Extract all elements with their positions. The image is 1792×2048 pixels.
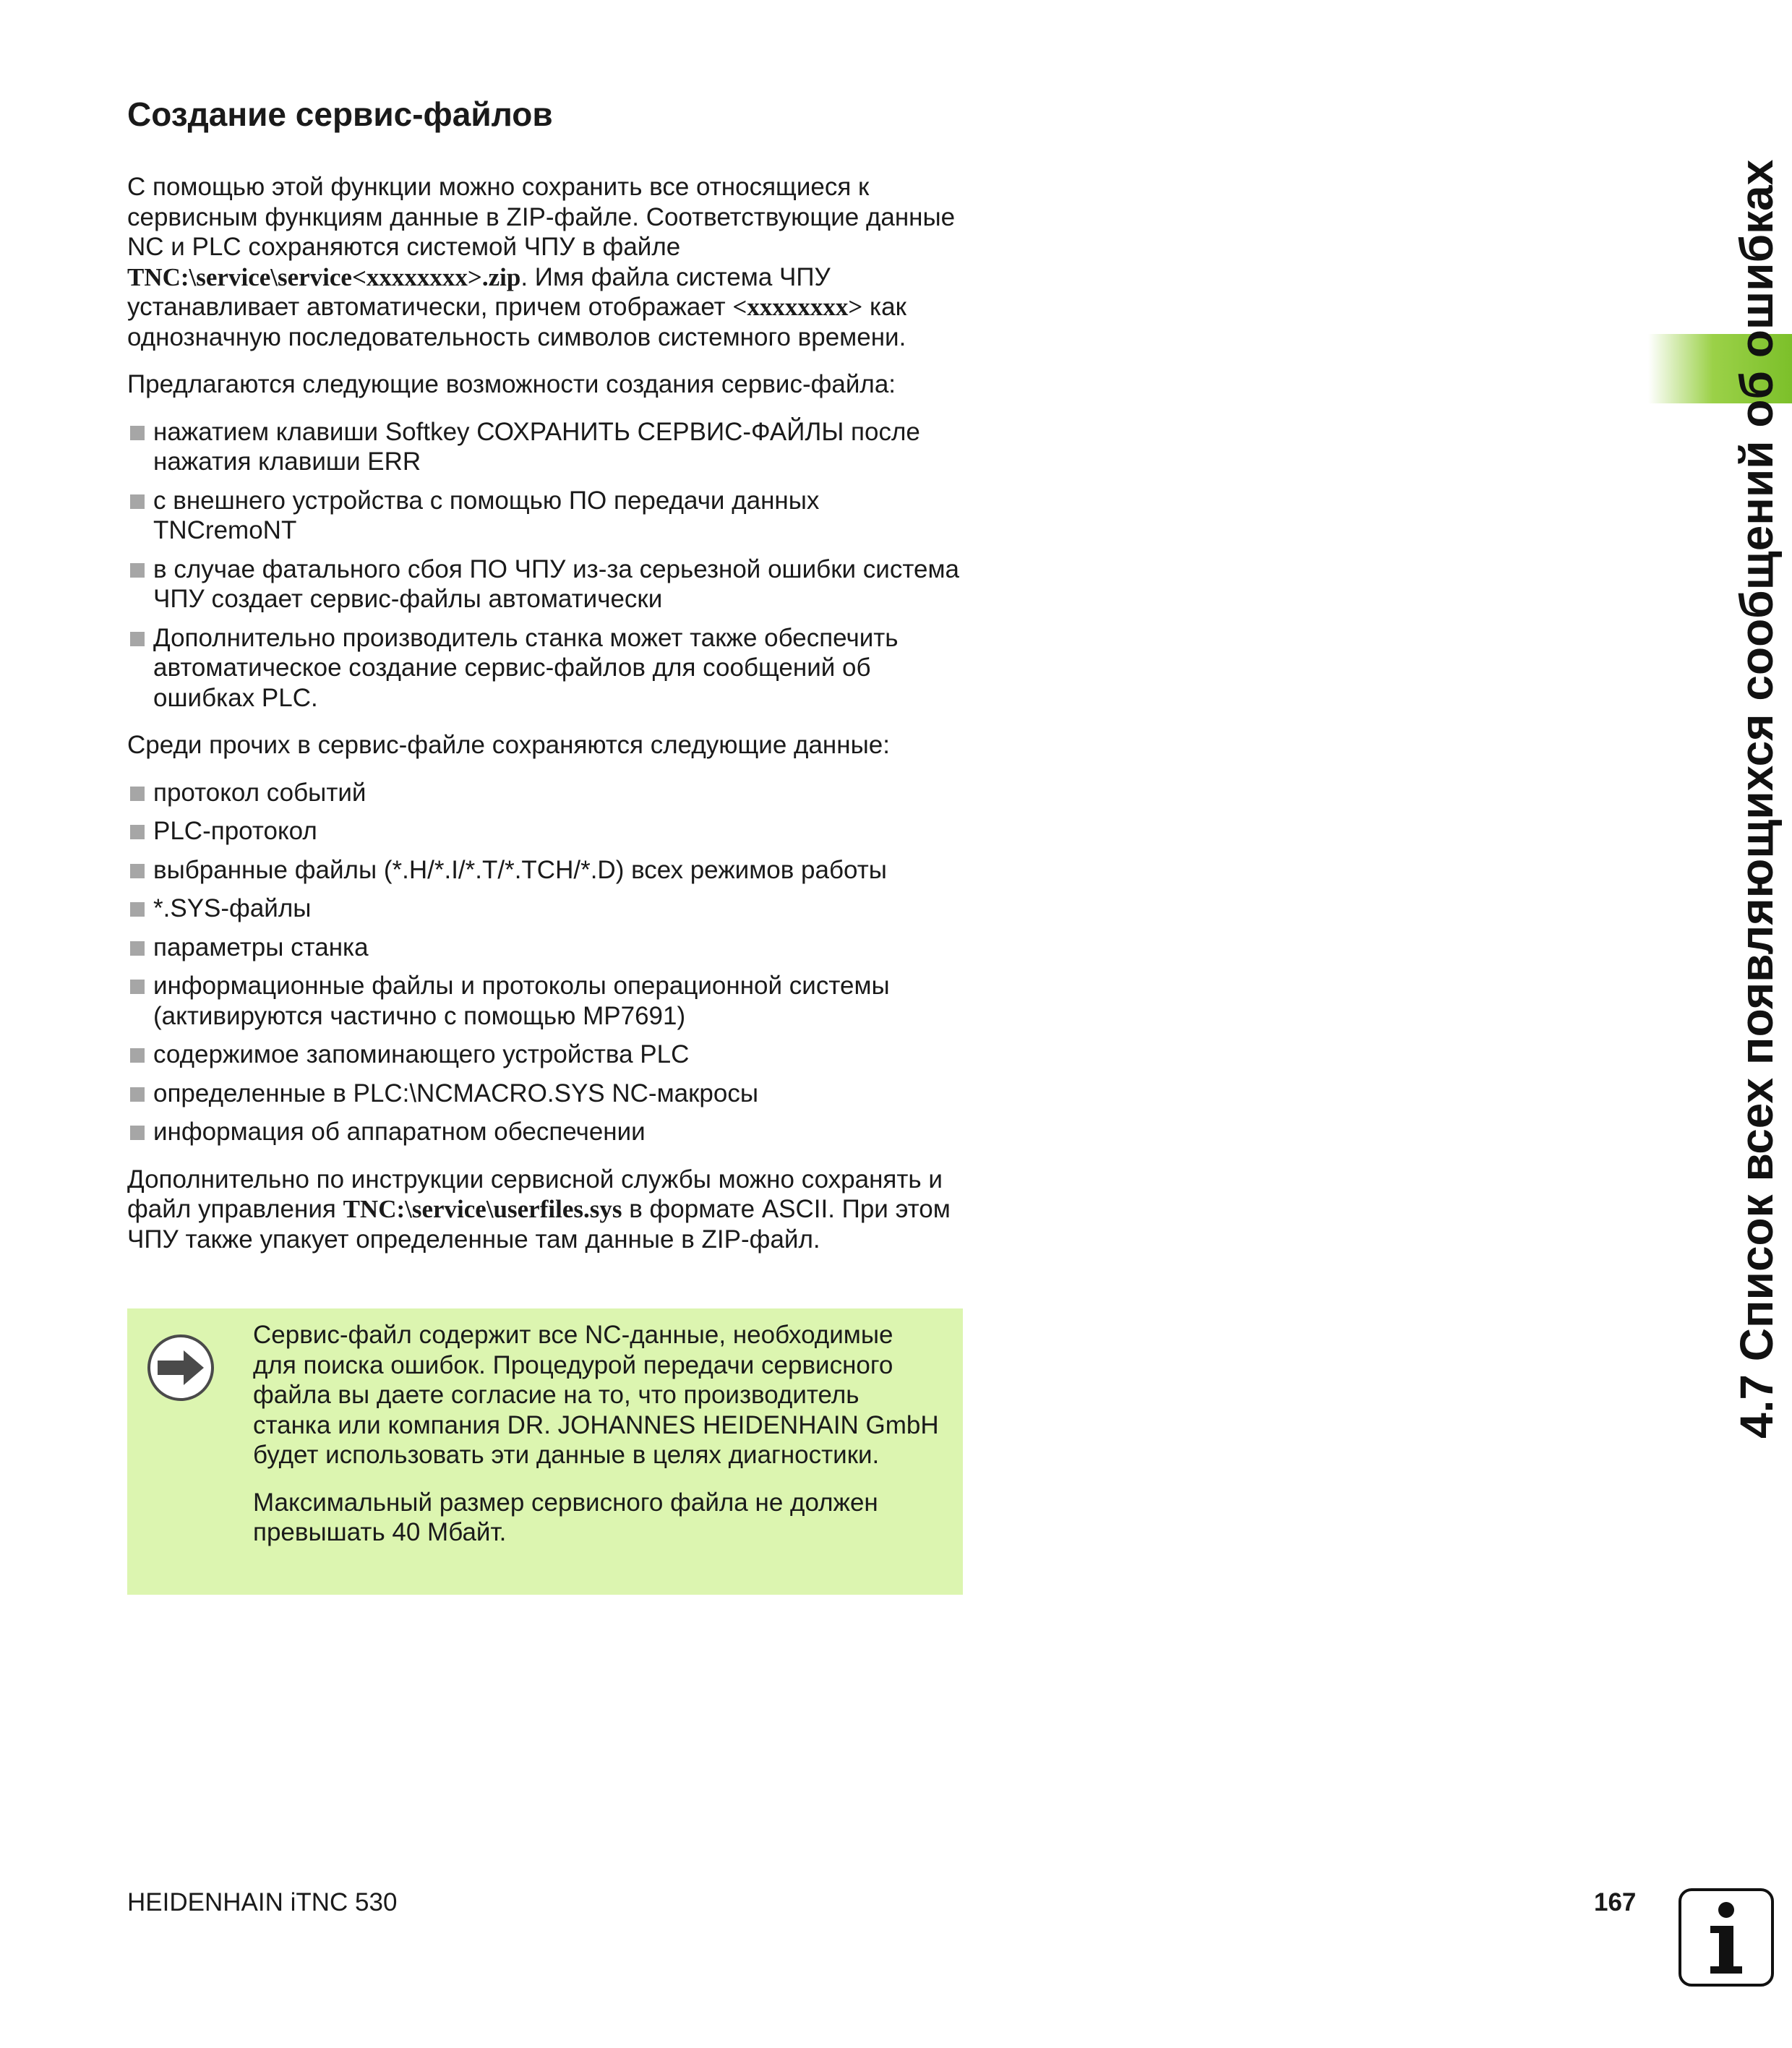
bullet-square-icon bbox=[130, 563, 145, 578]
list-item: информационные файлы и протоколы операционной системы (активируются частично с помощью MP7691) bbox=[127, 971, 966, 1031]
main-content bbox=[127, 93, 966, 1272]
list-item: протокол событий bbox=[127, 778, 966, 808]
intro-paragraph bbox=[127, 172, 966, 352]
section-title: Создание сервис-файлов bbox=[127, 95, 553, 133]
list-item: с внешнего устройства с помощью ПО передачи данных TNCremoNT bbox=[127, 486, 966, 546]
bullet-square-icon bbox=[130, 1087, 145, 1102]
bullet-square-icon bbox=[130, 1126, 145, 1140]
bullet-square-icon bbox=[130, 864, 145, 878]
list-item: информация об аппаратном обеспечении bbox=[127, 1117, 966, 1147]
page-number: 167 bbox=[1594, 1888, 1637, 1916]
chapter-side-title: 4.7 Список всех появляющихся сообщений об ошибках bbox=[1731, 159, 1783, 1439]
bullet-square-icon bbox=[130, 426, 145, 440]
list-item: PLC-протокол bbox=[127, 816, 966, 847]
info-icon bbox=[1679, 1888, 1774, 1987]
list-item: *.SYS-файлы bbox=[127, 894, 966, 924]
bullet-square-icon bbox=[130, 941, 145, 956]
list-item: параметры станка bbox=[127, 933, 966, 963]
timestamp-placeholder: <xxxxxxxx> bbox=[732, 293, 863, 321]
userfiles-path: TNC:\service\userfiles.sys bbox=[343, 1195, 622, 1223]
list-item: нажатием клавиши Softkey СОХРАНИТЬ СЕРВИС-ФАЙЛЫ после нажатия клавиши ERR bbox=[127, 417, 966, 477]
service-file-path: TNC:\service\service<xxxxxxxx>.zip bbox=[127, 262, 521, 291]
list-item: Дополнительно производитель станка может также обеспечить автоматическое создание сервис-файлов для сообщений об ошибках PLC. bbox=[127, 623, 966, 714]
data-items-list bbox=[127, 778, 966, 1147]
options-lead: Предлагаются следующие возможности создания сервис-файла: bbox=[127, 370, 896, 398]
note-paragraph-2: Максимальный размер сервисного файла не должен превышать 40 Мбайт. bbox=[253, 1488, 878, 1546]
bullet-square-icon bbox=[130, 787, 145, 801]
bullet-square-icon bbox=[130, 902, 145, 917]
data-lead: Среди прочих в сервис-файле сохраняются следующие данные: bbox=[127, 731, 890, 759]
bullet-square-icon bbox=[130, 494, 145, 509]
bullet-square-icon bbox=[130, 632, 145, 646]
list-item: определенные в PLC:\NCMACRO.SYS NC-макросы bbox=[127, 1079, 966, 1109]
intro-text-1: С помощью этой функции можно сохранить все относящиеся к сервисным функциям данные в ZIP-файле. Соответствующие данные NC и PLC сохраняются системой ЧПУ в файле bbox=[127, 173, 956, 261]
extra-paragraph bbox=[127, 1165, 966, 1255]
footer-product-name: HEIDENHAIN iTNC 530 bbox=[127, 1888, 398, 1916]
intro-text-2: . Имя файла система ЧПУ устанавливает автоматически, причем отображает bbox=[127, 262, 831, 321]
options-list bbox=[127, 417, 966, 714]
list-item: в случае фатального сбоя ПО ЧПУ из-за серьезной ошибки система ЧПУ создает сервис-файлы автоматически bbox=[127, 554, 966, 614]
extra-text-1: Дополнительно по инструкции сервисной службы можно сохранять и файл управления bbox=[127, 1165, 943, 1223]
extra-text-2: в формате ASCII. При этом ЧПУ также упакует определенные там данные в ZIP-файл. bbox=[127, 1195, 951, 1254]
note-box bbox=[127, 1308, 963, 1595]
bullet-square-icon bbox=[130, 1048, 145, 1063]
note-paragraph-1: Сервис-файл содержит все NC-данные, необходимые для поиска ошибок. Процедурой передачи сервисного файла вы даете согласие на то, что производитель станка или компания DR. JOHANNES HEIDENHAIN GmbH будет использовать эти данные в целях диагностики. bbox=[253, 1321, 939, 1469]
bullet-square-icon bbox=[130, 980, 145, 994]
intro-text-3: как однозначную последовательность символов системного времени. bbox=[127, 293, 906, 351]
arrow-right-icon bbox=[146, 1333, 215, 1402]
list-item: содержимое запоминающего устройства PLC bbox=[127, 1040, 966, 1070]
bullet-square-icon bbox=[130, 825, 145, 839]
list-item: выбранные файлы (*.H/*.I/*.T/*.TCH/*.D) всех режимов работы bbox=[127, 855, 966, 886]
note-text bbox=[253, 1320, 940, 1565]
